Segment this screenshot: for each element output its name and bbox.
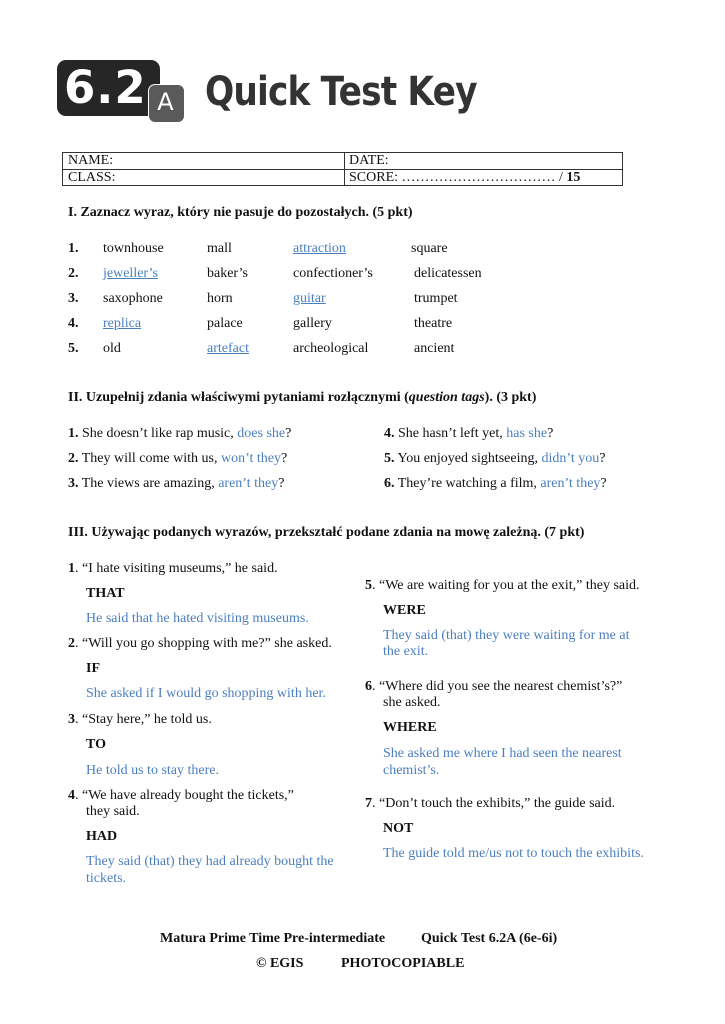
section-1-word: mall xyxy=(207,241,232,256)
section-3-item-number: 6 xyxy=(365,679,372,694)
section-3-item-prompt-text: . “Where did you see the nearest chemist’s?” xyxy=(372,679,623,694)
section-2-item-end: ? xyxy=(547,426,554,441)
class-field-label: CLASS: xyxy=(68,170,116,185)
section-1-word: old xyxy=(103,341,121,356)
info-table-top-line xyxy=(425,152,623,153)
section-3-item-answer: He said that he hated visiting museums. xyxy=(86,611,309,626)
badge-letter: A xyxy=(157,88,174,116)
section-1-answer-word: guitar xyxy=(293,291,326,306)
section-1-answer-word: jeweller’s xyxy=(103,266,158,281)
section-3-item-answer: The guide told me/us not to touch the exhibits. xyxy=(383,846,644,861)
section-3-item-prompt-text: . “Don’t touch the exhibits,” the guide said. xyxy=(372,796,616,811)
section-3-item-answer: They said (that) they were waiting for me at xyxy=(383,628,630,643)
section-2-heading-end: ). (3 pkt) xyxy=(484,390,537,405)
section-1-answer-word: artefact xyxy=(207,341,249,356)
section-1-word: confectioner’s xyxy=(293,266,373,281)
section-3-item-answer-continued: chemist’s. xyxy=(383,763,440,778)
section-1-word: square xyxy=(411,241,448,256)
section-3-item-number: 1 xyxy=(68,561,75,576)
section-2-item-answer: aren’t they xyxy=(218,476,279,491)
section-3-item-answer-continued: the exit. xyxy=(383,644,429,659)
section-2-item-text: They will come with us, xyxy=(81,451,218,466)
section-2-item-end: ? xyxy=(599,451,606,466)
section-2-item-answer: does she xyxy=(237,426,286,441)
footer-copyright: © EGIS xyxy=(256,956,304,971)
section-3-item-prompt-text: . “I hate visiting museums,” he said. xyxy=(75,561,278,576)
section-3-item-number: 2 xyxy=(68,636,75,651)
section-3-heading: III. Używając podanych wyrazów, przekształć podane zdania na mowę zależną. (7 pkt) xyxy=(68,525,585,540)
section-1-answer-word: attraction xyxy=(293,241,346,256)
section-1-item-number: 2. xyxy=(68,266,79,281)
section-2-item-number: 5. xyxy=(384,451,395,466)
section-3-item-prompt xyxy=(365,795,615,813)
section-2-item-end: ? xyxy=(285,426,292,441)
section-3-item-number: 4 xyxy=(68,788,75,803)
section-2-item-end: ? xyxy=(280,451,288,466)
section-2-item-number: 1. xyxy=(68,426,79,441)
footer-book-title: Matura Prime Time Pre-intermediate xyxy=(160,931,386,946)
section-1-word: palace xyxy=(207,316,243,331)
section-3-item-prompt-text: . “Will you go shopping with me?” she asked. xyxy=(75,636,332,651)
section-3-item-prompt-text: . “Stay here,” he told us. xyxy=(75,712,212,727)
date-field-label: DATE: xyxy=(349,153,389,168)
section-1-item-number: 3. xyxy=(68,291,79,306)
section-1-word: archeological xyxy=(293,341,369,356)
section-3-item-number: 3 xyxy=(68,712,75,727)
page-title: Quick Test Key xyxy=(205,69,477,115)
section-1-heading: I. Zaznacz wyraz, który nie pasuje do pozostałych. (5 pkt) xyxy=(68,205,413,220)
section-2-item-number: 4. xyxy=(384,426,395,441)
section-2-item-answer: didn’t you xyxy=(541,451,600,466)
badge-number: 6.2 xyxy=(64,61,147,114)
section-2-item-number: 6. xyxy=(384,476,395,491)
section-1-item-number: 4. xyxy=(68,316,79,331)
section-3-item-keyword: WHERE xyxy=(383,720,437,735)
section-1-word: townhouse xyxy=(103,241,164,256)
section-2-item xyxy=(384,475,607,493)
section-3-item-keyword: NOT xyxy=(383,821,414,836)
section-2-item xyxy=(68,450,287,468)
section-2-item-answer: aren’t they xyxy=(540,476,601,491)
section-2-item-answer: won’t they xyxy=(220,451,281,466)
section-1-word: delicatessen xyxy=(414,266,482,281)
score-total: 15 xyxy=(566,170,581,185)
section-3-item-number: 7 xyxy=(365,796,372,811)
section-1-word: gallery xyxy=(293,316,332,331)
section-3-item-prompt xyxy=(68,560,278,578)
section-3-item-keyword: WERE xyxy=(383,603,426,618)
section-2-item-text: They’re watching a film, xyxy=(397,476,537,491)
section-2-item-text: The views are amazing, xyxy=(81,476,215,491)
section-3-item-answer: He told us to stay there. xyxy=(86,763,219,778)
section-3-item-answer: She asked if I would go shopping with her. xyxy=(86,686,326,701)
section-2-item-end: ? xyxy=(278,476,285,491)
section-2-item xyxy=(68,425,291,443)
section-1-word: horn xyxy=(207,291,233,306)
section-3-item-prompt-continued: they said. xyxy=(86,804,140,819)
section-3-item-answer-continued: tickets. xyxy=(86,871,127,886)
section-2-item xyxy=(384,425,553,443)
section-1-word: baker’s xyxy=(207,266,248,281)
section-3-item-prompt xyxy=(68,635,332,653)
section-2-item-text: She hasn’t left yet, xyxy=(398,426,503,441)
section-2-item-answer: has she xyxy=(506,426,548,441)
section-3-item-answer: They said (that) they had already bought the xyxy=(86,854,334,869)
section-3-item-keyword: HAD xyxy=(86,829,118,844)
section-2-item xyxy=(384,450,605,468)
section-2-item-number: 3. xyxy=(68,476,79,491)
section-3-item-prompt-text: . “We have already bought the tickets,” xyxy=(75,788,294,803)
section-2-item-text: She doesn’t like rap music, xyxy=(82,426,234,441)
section-3-item-keyword: TO xyxy=(86,737,106,752)
section-3-item-prompt-continued: she asked. xyxy=(383,695,441,710)
section-1-word: ancient xyxy=(414,341,455,356)
footer-test-name: Quick Test 6.2A (6e-6i) xyxy=(421,931,558,946)
section-2-item-number: 2. xyxy=(68,451,79,466)
name-field-label: NAME: xyxy=(68,153,114,168)
section-1-item-number: 5. xyxy=(68,341,79,356)
footer-photocopiable: PHOTOCOPIABLE xyxy=(341,956,465,971)
section-2-heading xyxy=(68,390,536,406)
section-3-item-number: 5 xyxy=(365,578,372,593)
section-2-heading-italic: question tags xyxy=(408,390,485,405)
score-field xyxy=(349,170,580,186)
section-3-item-keyword: IF xyxy=(86,661,100,676)
section-3-item-keyword: THAT xyxy=(86,586,125,601)
section-2-item-end: ? xyxy=(600,476,607,491)
section-3-item-answer: She asked me where I had seen the nearest xyxy=(383,746,622,761)
section-3-item-prompt-text: . “We are waiting for you at the exit,” they said. xyxy=(372,578,640,593)
section-2-item xyxy=(68,475,284,493)
section-1-answer-word: replica xyxy=(103,316,142,331)
section-1-word: saxophone xyxy=(103,291,163,306)
section-3-item-prompt xyxy=(68,711,212,729)
section-2-item-text: You enjoyed sightseeing, xyxy=(397,451,539,466)
section-1-word: trumpet xyxy=(414,291,458,306)
score-label: SCORE: …………………………… / xyxy=(349,170,563,185)
section-2-heading-start: II. Uzupełnij zdania właściwymi pytaniami rozłącznymi ( xyxy=(68,390,409,405)
section-1-word: theatre xyxy=(414,316,453,331)
section-1-item-number: 1. xyxy=(68,241,79,256)
section-3-item-prompt xyxy=(365,577,640,595)
